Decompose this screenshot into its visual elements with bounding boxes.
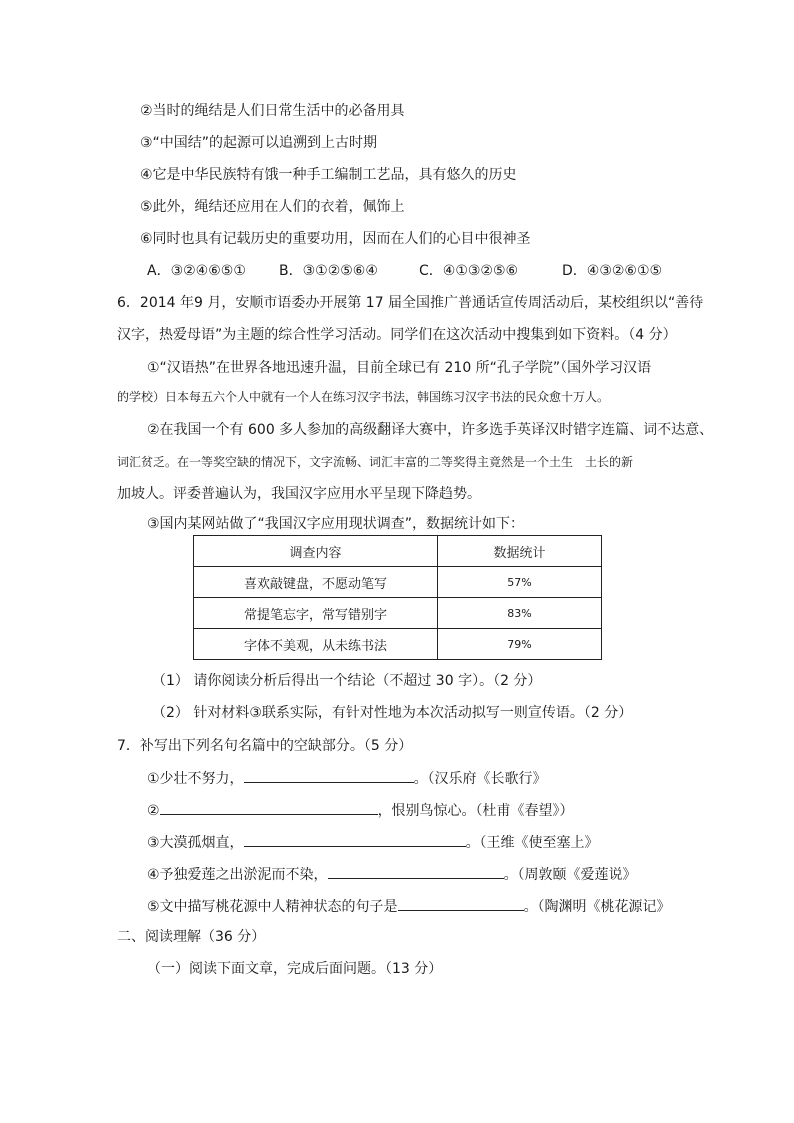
q7-line1-prefix: ①少壮不努力， [147,771,244,787]
option-a: A．③②④⑥⑤① [147,263,246,279]
fill-blank-3[interactable] [244,831,466,847]
fill-blank-1[interactable] [244,767,414,783]
q6-material2-line1: ②在我国一个有 600 多人参加的高级翻译大赛中，许多选手英译汉时错字连篇、词不达意、 [147,422,714,438]
table-cell: 57% [438,567,602,598]
q7-line4-source: 。（周敦颐《爱莲说》 [503,867,637,883]
order-item-3: ③“中国结”的起源可以追溯到上古时期 [140,135,378,151]
table-cell: 喜欢敲键盘，不愿动笔写 [194,567,438,598]
q7-line4 [147,863,637,885]
table-header-row [194,536,602,567]
q6-material2-line2-text: 词汇贫乏。在一等奖空缺的情况下，文字流畅、词汇丰富的二等奖得主竟然是一个土生 土长的新 [117,455,634,469]
fill-blank-5[interactable] [398,895,524,911]
survey-table [193,535,602,660]
order-item-4: ④它是中华民族特有饿一种手工编制工艺品，具有悠久的历史 [140,167,517,183]
q7-line2-source: ，恨别鸟惊心。（杜甫《春望》） [377,803,574,819]
table-cell: 常提笔忘字，常写错别字 [194,598,438,629]
q6-line2: 汉字，热爱母语”为主题的综合性学习活动。同学们在这次活动中搜集到如下资料。（4 分） [117,327,677,343]
order-item-5: ⑤此外，绳结还应用在人们的衣着，佩饰上 [140,199,405,215]
q6-material1-line1: ①“汉语热”在世界各地迅速升温，目前全球已有 210 所“孔子学院”（国外学习汉语 [147,360,652,376]
table-row [194,567,602,598]
q6-material1-line2: 的学校）日本每五六个人中就有一个人在练习汉字书法，韩国练习汉字书法的民众愈十万人。 [117,390,610,404]
q7-line2 [147,799,574,821]
section-2-part-1: （一）阅读下面文章，完成后面问题。（13 分） [147,961,443,977]
q6-sub2: （2） 针对材料③联系实际，有针对性地为本次活动拟写一则宣传语。（2 分） [152,705,633,721]
q6-material2-line2 [117,452,633,472]
q6-line1: 6．2014 年9 月，安顺市语委办开展第 17 届全国推广普通话宣传周活动后，某校组织以“善待 [117,295,704,311]
table-row [194,629,602,660]
order-item-2: ②当时的绳结是人们日常生活中的必备用具 [140,103,405,119]
q7-line5-source: 。（陶渊明《桃花源记》 [523,899,671,915]
table-cell: 83% [438,598,602,629]
q7-line4-prefix: ④予独爱莲之出淤泥而不染， [147,867,328,883]
q7-line1 [147,767,547,789]
q7-line2-prefix: ② [147,803,160,819]
option-c: C．④①③②⑤⑥ [419,263,519,279]
q6-sub1: （1） 请你阅读分析后得出一个结论（不超过 30 字）。（2 分） [152,673,542,689]
q7-title: 7．补写出下列名句名篇中的空缺部分。（5 分） [117,738,413,754]
table-row [194,598,602,629]
section-2-title: 二、阅读理解（36 分） [117,929,266,945]
q7-line1-source: 。（汉乐府《长歌行》 [413,771,547,787]
q7-line3-source: 。（王维《使至塞上》 [465,835,599,851]
fill-blank-4[interactable] [328,863,504,879]
option-d: D．④③②⑥①⑤ [562,263,663,279]
q6-material3: ③国内某网站做了“我国汉字应用现状调查”，数据统计如下： [147,516,525,532]
order-item-6: ⑥同时也具有记载历史的重要功用，因而在人们的心目中很神圣 [140,231,531,247]
fill-blank-2[interactable] [160,799,378,815]
q6-material2-line3: 加坡人。评委普遍认为，我国汉字应用水平呈现下降趋势。 [117,486,481,502]
q7-line3-prefix: ③大漠孤烟直， [147,835,244,851]
table-cell: 79% [438,629,602,660]
table-cell: 字体不美观，从未练书法 [194,629,438,660]
option-b: B．③①②⑤⑥④ [279,263,378,279]
table-header-cell: 调查内容 [194,536,438,567]
table-header-cell: 数据统计 [438,536,602,567]
q7-line3 [147,831,599,853]
q7-line5 [147,895,671,917]
q7-line5-prefix: ⑤文中描写桃花源中人精神状态的句子是 [147,899,398,915]
